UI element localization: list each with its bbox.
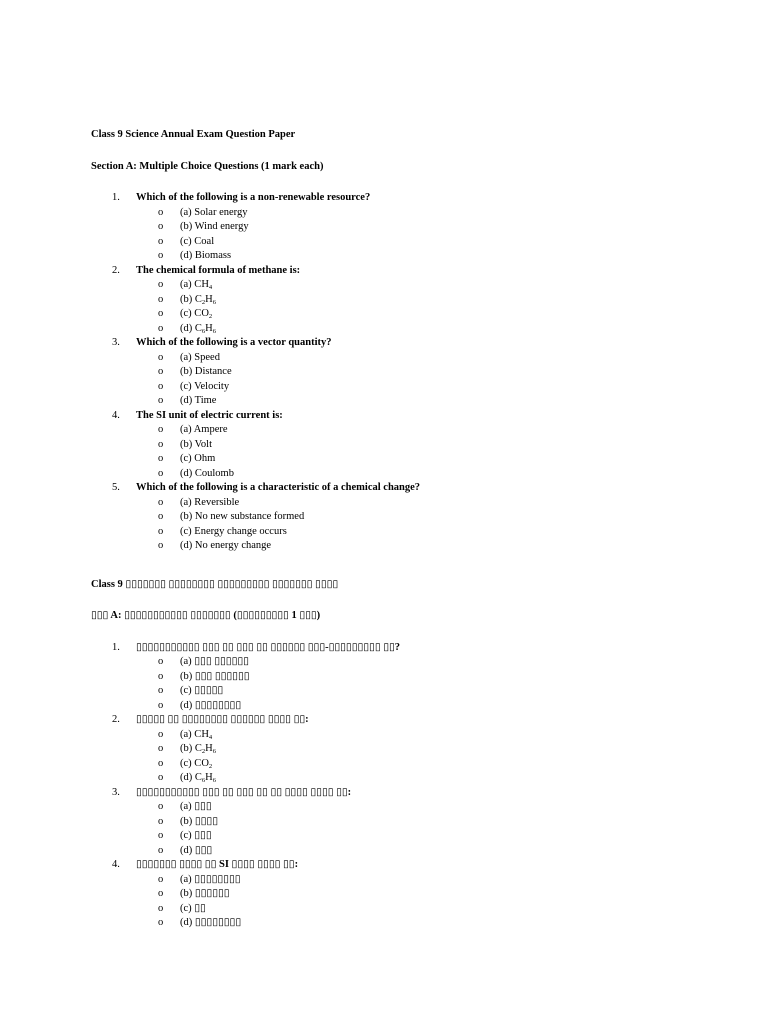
question-item (91, 713, 711, 786)
option-text: (c) Velocity (180, 380, 230, 392)
bullet-icon: o (158, 772, 164, 783)
question-list-hindi (91, 641, 711, 931)
option-item (91, 278, 711, 293)
option-text: (b) $C_2H_6$ (180, 743, 216, 755)
option-text: (c) Coal (180, 235, 215, 247)
option-text: (d) $C_6H_6$ (180, 772, 216, 784)
option-item (91, 728, 711, 743)
option-item (91, 307, 711, 322)
question-item (91, 191, 711, 264)
bullet-icon: o (158, 670, 164, 682)
option-text: (b) ▯▯▯▯ (180, 815, 218, 827)
question-number: 3. (112, 786, 120, 798)
option-text: (a) ▯▯▯▯▯▯▯▯ (180, 873, 241, 885)
option-text: (b) Wind energy (180, 221, 249, 232)
section-heading: Section A: Multiple Choice Questions (1 mark each) (91, 160, 324, 172)
option-text: (d) Time (180, 395, 217, 406)
option-item (91, 438, 711, 453)
option-item (91, 293, 711, 308)
option-item (91, 206, 711, 221)
option-text: (c) ▯▯▯ (180, 830, 212, 841)
option-text: (a) Solar energy (180, 206, 248, 218)
option-text: (d) No energy change (180, 540, 272, 551)
question-item (91, 409, 711, 482)
question-text: Which of the following is a characteristic of a chemical change? (136, 482, 421, 493)
bullet-icon: o (158, 728, 164, 740)
option-item (91, 684, 711, 699)
option-text: (d) Biomass (180, 250, 232, 261)
bullet-icon: o (158, 380, 164, 392)
bullet-icon: o (158, 438, 164, 450)
option-item (91, 510, 711, 525)
page-title-hindi: Class 9 ▯▯▯▯▯▯▯ ▯▯▯▯▯▯▯▯ ▯▯▯▯▯▯▯▯▯ ▯▯▯▯▯▯▯ ▯▯▯▯ (91, 578, 339, 590)
bullet-icon: o (158, 206, 164, 218)
option-text: (a) $CH_4$ (180, 728, 213, 741)
option-item (91, 539, 711, 554)
option-list (91, 873, 711, 931)
option-text: (a) ▯▯▯ (180, 801, 212, 812)
question-item (91, 264, 711, 337)
option-list (91, 351, 711, 409)
option-item (91, 249, 711, 264)
bullet-icon: o (158, 279, 164, 290)
bullet-icon: o (158, 496, 164, 508)
bullet-icon: o (158, 322, 164, 334)
option-item (91, 800, 711, 815)
option-text: (d) $C_6H_6$ (180, 322, 216, 335)
question-item (91, 336, 711, 409)
question-text: Which of the following is a non-renewable resource? (136, 192, 371, 203)
bullet-icon: o (158, 540, 164, 551)
option-item (91, 670, 711, 685)
question-item (91, 481, 711, 554)
bullet-icon: o (158, 902, 164, 914)
bullet-icon: o (158, 757, 164, 769)
bullet-icon: o (158, 453, 164, 464)
question-number: 1. (112, 192, 120, 203)
option-text: (b) $C_2H_6$ (180, 293, 216, 306)
option-list (91, 728, 711, 786)
bullet-icon: o (158, 235, 164, 247)
question-item (91, 858, 711, 931)
option-item (91, 742, 711, 757)
option-item (91, 829, 711, 844)
question-text: The chemical formula of methane is: (136, 264, 301, 276)
bullet-icon: o (158, 888, 164, 899)
bullet-icon: o (158, 844, 164, 856)
question-number: 3. (112, 337, 120, 348)
option-item (91, 235, 711, 250)
option-text: (a) $CH_4$ (180, 279, 213, 291)
bullet-icon: o (158, 525, 164, 537)
option-item (91, 525, 711, 540)
question-text: ▯▯▯▯▯▯▯▯▯▯▯ ▯▯▯ ▯▯ ▯▯▯ ▯▯ ▯▯▯▯▯▯ ▯▯▯-▯▯▯▯▯▯▯▯▯ ▯▯? (136, 641, 401, 653)
option-text: (a) Ampere (180, 424, 228, 435)
section-heading-hindi: ▯▯▯ A: ▯▯▯▯▯▯▯▯▯▯▯ ▯▯▯▯▯▯▯ (▯▯▯▯▯▯▯▯▯ 1 ▯▯▯) (91, 610, 321, 621)
option-item (91, 902, 711, 917)
option-text: (d) Coulomb (180, 467, 234, 479)
option-item (91, 815, 711, 830)
question-number: 2. (112, 264, 120, 276)
option-text: (d) ▯▯▯ (180, 844, 213, 856)
bullet-icon: o (158, 511, 164, 522)
option-item (91, 467, 711, 482)
option-item (91, 699, 711, 714)
bullet-icon: o (158, 917, 164, 928)
bullet-icon: o (158, 467, 164, 479)
question-item (91, 786, 711, 859)
option-item (91, 771, 711, 786)
option-item (91, 757, 711, 772)
option-text: (c) Ohm (180, 453, 216, 464)
question-number: 5. (112, 482, 120, 493)
question-number: 2. (112, 714, 120, 725)
option-list (91, 278, 711, 336)
option-item (91, 916, 711, 931)
option-text: (a) ▯▯▯ ▯▯▯▯▯▯ (180, 656, 249, 667)
option-item (91, 452, 711, 467)
bullet-icon: o (158, 815, 164, 827)
bullet-icon: o (158, 685, 164, 696)
option-text: (b) Volt (180, 438, 212, 450)
option-item (91, 655, 711, 670)
bullet-icon: o (158, 424, 164, 435)
question-text: ▯▯▯▯▯▯▯ ▯▯▯▯ ▯▯ SI ▯▯▯▯ ▯▯▯▯ ▯▯: (136, 859, 299, 870)
bullet-icon: o (158, 250, 164, 261)
bullet-icon: o (158, 830, 164, 841)
option-item (91, 351, 711, 366)
bullet-icon: o (158, 351, 164, 363)
option-text: (b) No new substance formed (180, 511, 305, 522)
bullet-icon: o (158, 221, 164, 232)
option-item (91, 220, 711, 235)
option-text: (b) ▯▯▯▯▯▯ (180, 888, 230, 899)
option-item (91, 496, 711, 511)
question-number: 1. (112, 641, 120, 653)
bullet-icon: o (158, 293, 164, 305)
option-item (91, 844, 711, 859)
option-item (91, 322, 711, 337)
option-list (91, 423, 711, 481)
question-item (91, 641, 711, 714)
option-text: (c) $CO_2$ (180, 308, 213, 320)
option-item (91, 394, 711, 409)
option-text: (b) ▯▯▯ ▯▯▯▯▯▯ (180, 670, 250, 682)
option-list (91, 496, 711, 554)
option-text: (a) Speed (180, 351, 220, 363)
option-item (91, 423, 711, 438)
option-text: (a) Reversible (180, 496, 240, 508)
question-text: The SI unit of electric current is: (136, 409, 283, 421)
bullet-icon: o (158, 656, 164, 667)
bullet-icon: o (158, 366, 164, 377)
page-title: Class 9 Science Annual Exam Question Paper (91, 129, 296, 140)
question-text: ▯▯▯▯▯▯▯▯▯▯▯ ▯▯▯ ▯▯ ▯▯▯ ▯▯ ▯▯ ▯▯▯▯ ▯▯▯▯ ▯▯: (136, 786, 352, 798)
question-number: 4. (112, 859, 120, 870)
option-text: (c) Energy change occurs (180, 525, 287, 537)
bullet-icon: o (158, 743, 164, 754)
option-item (91, 365, 711, 380)
option-list (91, 800, 711, 858)
option-text: (c) $CO_2$ (180, 757, 213, 770)
document-body (91, 128, 711, 931)
bullet-icon: o (158, 699, 164, 711)
option-list (91, 206, 711, 264)
option-text: (c) ▯▯ (180, 902, 206, 914)
bullet-icon: o (158, 395, 164, 406)
option-text: (b) Distance (180, 366, 232, 377)
option-item (91, 873, 711, 888)
bullet-icon: o (158, 801, 164, 812)
option-text: (d) ▯▯▯▯▯▯▯▯ (180, 699, 242, 711)
option-text: (c) ▯▯▯▯▯ (180, 685, 224, 696)
option-item (91, 380, 711, 395)
option-list (91, 655, 711, 713)
question-text: Which of the following is a vector quantity? (136, 337, 332, 348)
bullet-icon: o (158, 873, 164, 885)
question-list (91, 191, 711, 554)
question-text: ▯▯▯▯▯ ▯▯ ▯▯▯▯▯▯▯▯ ▯▯▯▯▯▯ ▯▯▯▯ ▯▯: (136, 714, 309, 725)
question-number: 4. (112, 409, 120, 421)
option-item (91, 887, 711, 902)
bullet-icon: o (158, 308, 164, 319)
option-text: (d) ▯▯▯▯▯▯▯▯ (180, 917, 242, 928)
